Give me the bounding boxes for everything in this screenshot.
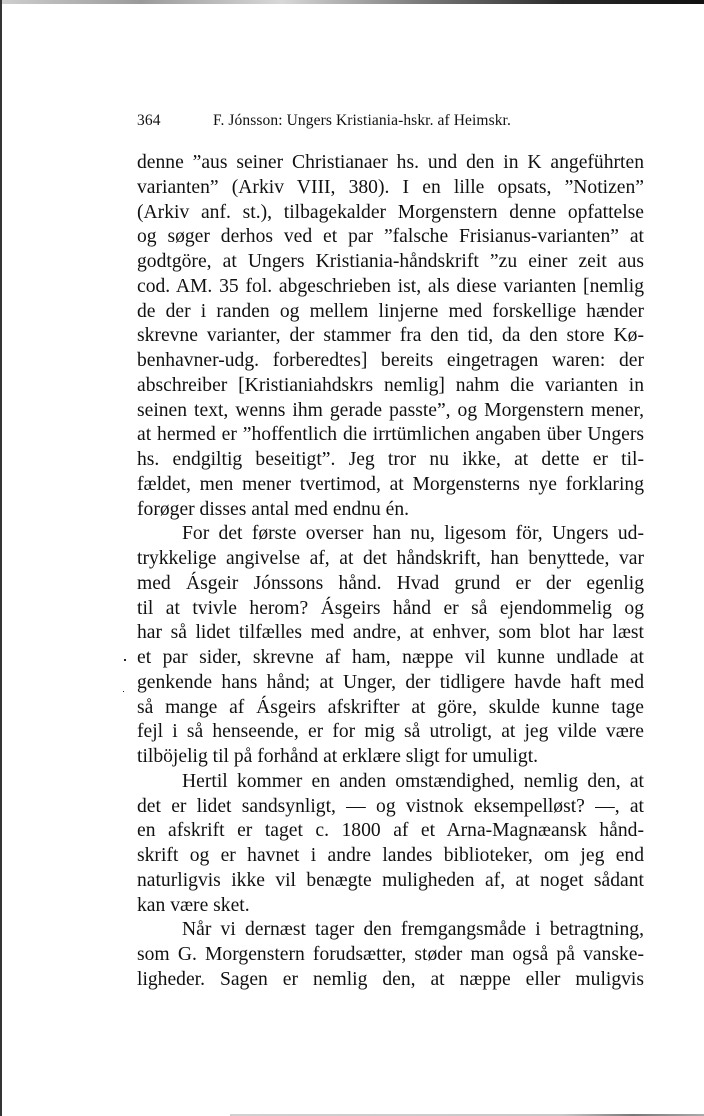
text-line: denne ”aus seiner Christianaer hs. und den in K angeführten (137, 152, 644, 173)
scan-edge-left (0, 0, 2, 1116)
text-line: varianten” (Arkiv VIII, 380). I en lille opsats, ”Notizen” (137, 176, 644, 198)
text-line: fejl i så henseende, er for mig så utroligt, at jeg vilde være (137, 721, 644, 743)
text-line: fældet, men mener tvertimod, at Morgensterns nye forklaring (137, 473, 644, 495)
text-line: et par sider, skrevne af ham, næppe vil kunne undlade at (137, 647, 644, 668)
paragraph-start-line: For det første overser han nu, ligesom för, Ungers ud- (182, 523, 644, 545)
text-line: naturligvis ikke vil benægte muligheden af, at noget sådant (137, 869, 644, 891)
text-line: genkende hans hånd; at Unger, der tidligere havde haft med (137, 671, 644, 693)
paragraph-end-line: tilböjelig til på forhånd at erklære sligt for umuligt. (137, 746, 539, 767)
text-line: det er lidet sandsynligt, — og vistnok eksempelløst? —, at (137, 795, 644, 817)
text-line: godtgöre, at Ungers Kristiania-håndskrift ”zu einer zeit aus (137, 251, 644, 272)
text-line: (Arkiv anf. st.), tilbagekalder Morgenstern denne opfattelse (137, 201, 644, 223)
page-number: 364 (137, 112, 161, 129)
margin-speck (124, 659, 126, 661)
text-line: de der i randen og mellem linjerne med forskellige hænder (137, 300, 644, 322)
paragraph-start-line: Hertil kommer en anden omstændighed, nemlig den, at (182, 770, 644, 792)
body-text (137, 151, 644, 993)
text-line: cod. AM. 35 fol. abgeschrieben ist, als diese varianten [nemlig (137, 275, 644, 297)
paragraph-end-line: forøger disses antal med endnu én. (137, 498, 410, 520)
text-line: en afskrift er taget c. 1800 af et Arna-Magnæansk hånd- (137, 820, 644, 842)
text-line: trykkelige angivelse af, at det håndskrift, han benyttede, var (137, 548, 644, 569)
book-page (137, 112, 644, 993)
text-line: at hermed er ”hoffentlich die irrtümlichen angaben über Ungers (137, 424, 644, 446)
margin-speck (123, 691, 124, 692)
running-head-title: F. Jónsson: Ungers Kristiania-hskr. af Heimskr. (213, 112, 511, 129)
text-line: og søger derhos ved et par ”falsche Frisianus-varianten” at (137, 226, 644, 248)
text-line: med Ásgeir Jónssons hånd. Hvad grund er der egenlig (137, 572, 644, 594)
scan-edge-top (0, 0, 704, 4)
paragraph-end-line: kan være sket. (137, 894, 250, 916)
running-head (137, 112, 644, 140)
text-line: benhavner-udg. forberedtes] bereits eingetragen waren: der (137, 350, 644, 371)
text-line: ligheder. Sagen er nemlig den, at næppe eller muligvis (137, 968, 644, 990)
text-line: hs. endgiltig beseitigt”. Jeg tror nu ikke, at dette er til- (137, 449, 644, 470)
paragraph-start-line: Når vi dernæst tager den fremgangsmåde i betragtning, (182, 919, 644, 941)
text-line: har så lidet tilfælles med andre, at enhver, som blot har læst (137, 622, 644, 644)
text-line: abschreiber [Kristianiahdskrs nemlig] nahm die varianten in (137, 374, 644, 396)
text-line: så mange af Ásgeirs afskrifter at göre, skulde kunne tage (137, 696, 644, 718)
text-line: skrevne varianter, der stammer fra den tid, da den store Kø- (137, 325, 644, 347)
text-line: skrift og er havnet i andre landes biblioteker, om jeg end (137, 845, 644, 866)
text-line: til at tvivle herom? Ásgeirs hånd er så ejendommelig og (137, 597, 644, 619)
text-line: som G. Morgenstern forudsætter, støder man også på vanske- (137, 944, 644, 965)
text-line: seinen text, wenns ihm gerade passte”, og Morgenstern mener, (137, 399, 644, 421)
